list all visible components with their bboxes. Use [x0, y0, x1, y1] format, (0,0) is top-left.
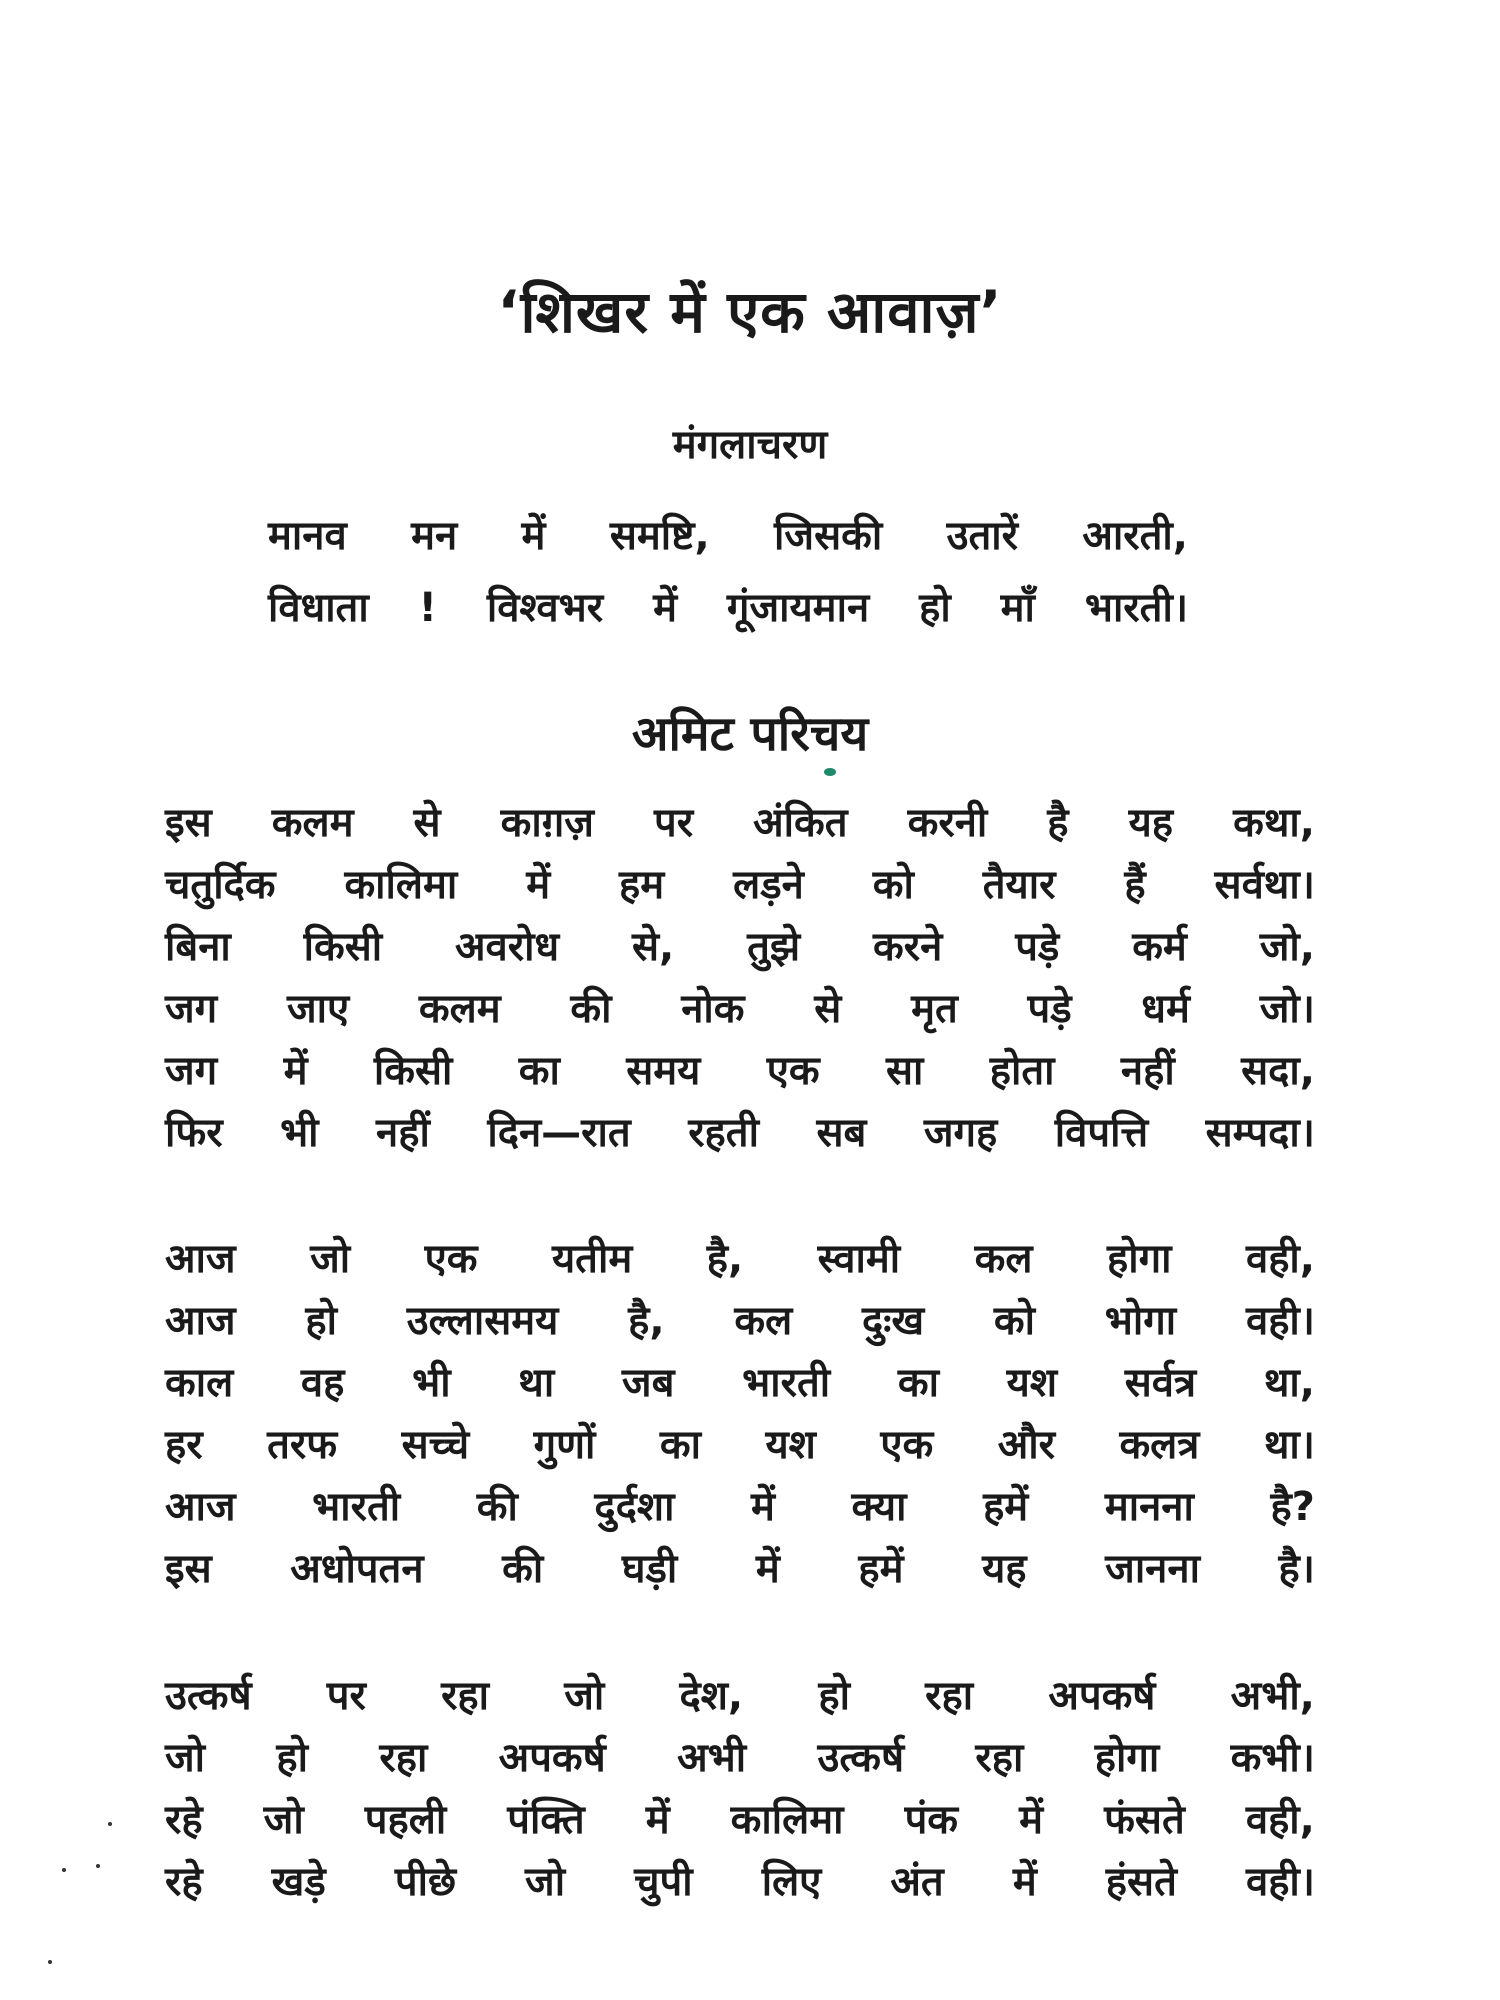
verse-word: यह [982, 1546, 1027, 1592]
verse-word: अंत [890, 1859, 944, 1905]
verse-word: दिन—रात [487, 1110, 631, 1156]
verse-word: दुःख [862, 1298, 925, 1344]
verse-word: अपकर्ष [1048, 1673, 1156, 1719]
verse-line [165, 1414, 1315, 1476]
verse-word: कथा, [1233, 800, 1315, 846]
verse-word: भारती [742, 1360, 831, 1406]
verse-word: रहती [688, 1110, 759, 1156]
verse-word: आरती, [1082, 513, 1188, 559]
verse-line [165, 1228, 1315, 1290]
verse-word: भारती [312, 1484, 401, 1530]
verse-word: जगह [923, 1110, 998, 1156]
verse-line [165, 1102, 1315, 1164]
verse-word: में [521, 513, 546, 559]
verse-line [165, 1352, 1315, 1414]
verse-line [165, 1538, 1315, 1600]
verse-word: विधाता [268, 585, 369, 631]
verse-word: पड़े [1015, 924, 1060, 970]
verse-word: मन [411, 513, 458, 559]
verse-word: धर्म [1141, 986, 1190, 1032]
verse-word: वह [300, 1360, 345, 1406]
verse-line [165, 1290, 1315, 1352]
verse-word: तरफ [267, 1422, 338, 1468]
verse-word: अभी [677, 1735, 747, 1781]
verse-word: ! [418, 585, 437, 631]
verse-word: गूंजायमान [726, 585, 870, 631]
verse-word: भी [280, 1110, 319, 1156]
verse-word: यश [765, 1422, 816, 1468]
verse-word: जो [263, 1797, 304, 1843]
verse-word: एक [766, 1048, 820, 1094]
verse-word: वही। [1245, 1859, 1315, 1905]
verse-word: को [993, 1298, 1035, 1344]
verse-word: से [814, 986, 842, 1032]
amit-parichay-heading: अमिट परिचय [631, 706, 869, 762]
verse-word: यश [1006, 1360, 1058, 1406]
verse-word: सम्पदा। [1205, 1110, 1315, 1156]
verse-line [165, 1851, 1315, 1913]
verse-word: रहे [165, 1859, 203, 1905]
verse-word: लिए [761, 1859, 822, 1905]
verse-word: समय [626, 1048, 701, 1094]
stanza-3 [165, 1665, 1315, 1913]
verse-word: पंक्ति [507, 1797, 585, 1843]
scan-speck [48, 1960, 52, 1964]
verse-word: रहा [975, 1735, 1024, 1781]
verse-word: भोगा [1104, 1298, 1177, 1344]
verse-word: में [751, 1484, 775, 1530]
verse-word: उत्कर्ष [165, 1673, 252, 1719]
verse-line [165, 916, 1315, 978]
verse-word: खड़े [271, 1859, 326, 1905]
verse-word: का [897, 1360, 939, 1406]
verse-word: काल [165, 1360, 234, 1406]
verse-word: चतुर्दिक [165, 862, 276, 908]
verse-word: देश, [679, 1673, 744, 1719]
verse-word: करनी [907, 800, 988, 846]
verse-word: की [476, 1484, 518, 1530]
verse-word: कलत्र [1119, 1422, 1200, 1468]
verse-word: में [526, 862, 551, 908]
verse-word: का [659, 1422, 701, 1468]
verse-word: और [997, 1422, 1055, 1468]
verse-word: नहीं [376, 1110, 430, 1156]
verse-word: था [518, 1360, 555, 1406]
verse-word: यतीम [551, 1236, 633, 1282]
verse-word: समष्टि, [609, 513, 710, 559]
verse-word: था। [1263, 1422, 1315, 1468]
verse-word: है, [628, 1298, 665, 1344]
verse-word: जिसकी [774, 513, 883, 559]
verse-line [165, 1665, 1315, 1727]
stanza-2 [165, 1228, 1315, 1600]
verse-word: नहीं [1120, 1048, 1175, 1094]
verse-word: रहा [441, 1673, 490, 1719]
verse-word: उल्लासमय [406, 1298, 559, 1344]
verse-word: करने [873, 924, 943, 970]
verse-word: गुणों [533, 1422, 596, 1468]
ink-spot [824, 768, 836, 776]
verse-word: होगा [1106, 1236, 1172, 1282]
verse-word: जग [165, 1048, 218, 1094]
scan-speck [108, 1822, 112, 1826]
verse-word: फिर [165, 1110, 223, 1156]
verse-word: किसी [303, 924, 383, 970]
verse-word: पंक [904, 1797, 959, 1843]
page-title: ‘शिखर में एक आवाज़’ [497, 278, 1003, 346]
verse-word: रहे [165, 1797, 203, 1843]
verse-line [165, 978, 1315, 1040]
verse-line [165, 854, 1315, 916]
verse-word: सब [816, 1110, 867, 1156]
verse-word: में [1012, 1859, 1037, 1905]
verse-word: में [755, 1546, 780, 1592]
verse-word: कल [734, 1298, 793, 1344]
verse-word: फंसते [1104, 1797, 1185, 1843]
verse-line [165, 792, 1315, 854]
verse-word: वही, [1245, 1236, 1315, 1282]
verse-word: स्वामी [817, 1236, 901, 1282]
verse-word: अंकित [753, 800, 848, 846]
verse-word: वही, [1245, 1797, 1315, 1843]
verse-word: पड़े [1027, 986, 1072, 1032]
verse-word: हो [305, 1298, 337, 1344]
verse-word: जो। [1259, 986, 1315, 1032]
verse-word: पहली [364, 1797, 447, 1843]
verse-word: विश्वभर [486, 585, 604, 631]
verse-word: रहा [379, 1735, 428, 1781]
verse-word: जो, [1259, 924, 1315, 970]
verse-word: जो [165, 1735, 206, 1781]
verse-word: की [570, 986, 612, 1032]
verse-word: कभी। [1230, 1735, 1315, 1781]
verse-word: का [518, 1048, 560, 1094]
verse-word: आज [165, 1236, 236, 1282]
verse-word: आज [165, 1484, 236, 1530]
verse-word: मानव [268, 513, 347, 559]
verse-word: उतारें [946, 513, 1019, 559]
verse-word: माँ [1000, 585, 1035, 631]
verse-word: से, [632, 924, 675, 970]
verse-word: कलम [271, 800, 354, 846]
verse-word: अपकर्ष [498, 1735, 606, 1781]
verse-word: जो [310, 1236, 351, 1282]
verse-word: इस [165, 800, 212, 846]
verse-word: था, [1263, 1360, 1315, 1406]
verse-word: वही। [1245, 1298, 1315, 1344]
verse-word: सर्वत्र [1124, 1360, 1197, 1406]
verse-word: आज [165, 1298, 236, 1344]
verse-word: किसी [373, 1048, 453, 1094]
verse-word: हमें [983, 1484, 1029, 1530]
verse-line [165, 1040, 1315, 1102]
verse-word: अभी, [1230, 1673, 1315, 1719]
verse-word: अवरोध [455, 924, 560, 970]
verse-word: में [283, 1048, 308, 1094]
mangalacharan-heading: मंगलाचरण [672, 422, 828, 468]
verse-word: हंसते [1105, 1859, 1177, 1905]
verse-word: क्या [851, 1484, 907, 1530]
verse-word: होता [989, 1048, 1055, 1094]
verse-word: होगा [1094, 1735, 1160, 1781]
verse-word: मृत [911, 986, 958, 1032]
verse-word: में [653, 585, 677, 631]
verse-word: सर्वथा। [1214, 862, 1315, 908]
verse-word: इस [165, 1546, 212, 1592]
verse-word: सच्चे [401, 1422, 470, 1468]
verse-line [165, 1727, 1315, 1789]
stanza-1 [165, 792, 1315, 1164]
verse-word: हो [276, 1735, 308, 1781]
verse-word: जो [564, 1673, 605, 1719]
verse-word: यह [1128, 800, 1174, 846]
verse-word: हो [818, 1673, 850, 1719]
verse-word: नोक [681, 986, 745, 1032]
verse-word: कलम [418, 986, 501, 1032]
verse-word: चुपी [634, 1859, 693, 1905]
scan-speck [96, 1864, 100, 1868]
verse-word: जो [525, 1859, 566, 1905]
verse-word: उत्कर्ष [817, 1735, 905, 1781]
verse-word: काग़ज़ [500, 800, 594, 846]
verse-word: भारती। [1084, 585, 1188, 631]
verse-word: हमें [858, 1546, 904, 1592]
verse-word: एक [880, 1422, 934, 1468]
verse-word: तैयार [982, 862, 1056, 908]
scan-speck [62, 1868, 66, 1872]
verse-word: जाए [286, 986, 350, 1032]
verse-word: जग [165, 986, 218, 1032]
mangalacharan-verse [268, 500, 1188, 644]
verse-word: को [872, 862, 914, 908]
verse-word: हम [619, 862, 665, 908]
verse-line [165, 1476, 1315, 1538]
verse-word: पर [653, 800, 694, 846]
verse-word: घड़ी [621, 1546, 678, 1592]
verse-word: दुर्दशा [594, 1484, 675, 1530]
verse-word: भी [412, 1360, 451, 1406]
verse-word: से [413, 800, 441, 846]
verse-word: सा [885, 1048, 924, 1094]
verse-word: है? [1270, 1484, 1315, 1530]
verse-word: है। [1278, 1546, 1315, 1592]
verse-word: बिना [165, 924, 231, 970]
verse-word: हर [165, 1422, 203, 1468]
verse-word: विपत्ति [1054, 1110, 1149, 1156]
verse-word: रहा [925, 1673, 974, 1719]
verse-word: कर्म [1132, 924, 1187, 970]
verse-word: हैं [1124, 862, 1146, 908]
verse-word: जब [621, 1360, 675, 1406]
verse-word: लड़ने [733, 862, 804, 908]
verse-word: में [1019, 1797, 1044, 1843]
verse-line [268, 500, 1188, 572]
verse-word: पीछे [394, 1859, 456, 1905]
verse-word: पर [326, 1673, 366, 1719]
verse-word: तुझे [747, 924, 801, 970]
verse-word: एक [424, 1236, 478, 1282]
verse-word: हो [919, 585, 951, 631]
verse-line [268, 572, 1188, 644]
verse-word: मानना [1104, 1484, 1194, 1530]
verse-word: जानना [1105, 1546, 1200, 1592]
verse-word: की [502, 1546, 544, 1592]
verse-word: सदा, [1241, 1048, 1315, 1094]
verse-word: कालिमा [730, 1797, 844, 1843]
verse-word: है, [706, 1236, 744, 1282]
verse-word: अधोपतन [290, 1546, 424, 1592]
verse-word: कालिमा [344, 862, 458, 908]
verse-word: है [1047, 800, 1069, 846]
verse-word: में [645, 1797, 670, 1843]
verse-line [165, 1789, 1315, 1851]
verse-word: कल [974, 1236, 1033, 1282]
